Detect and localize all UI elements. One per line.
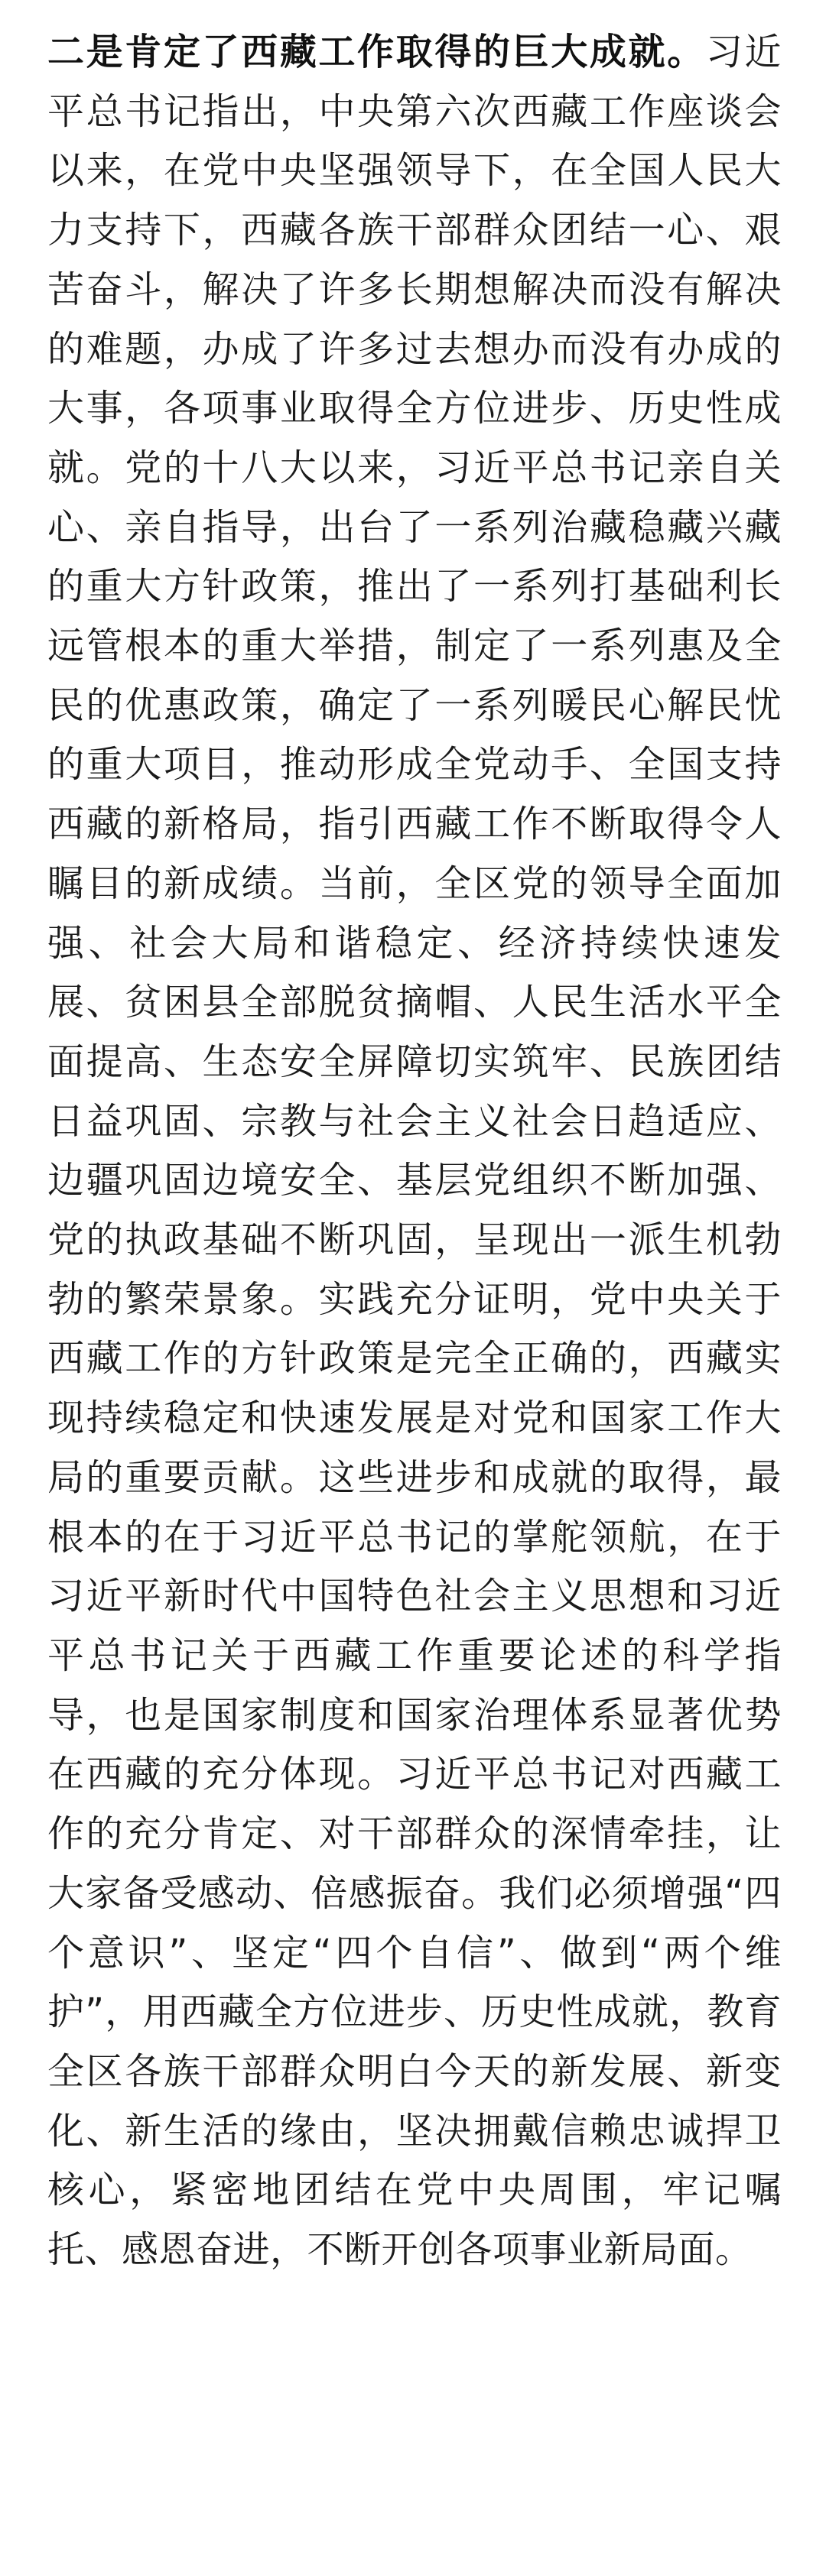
article-paragraph (47, 23, 782, 2280)
paragraph-body-text: 习近平总书记指出，中央第六次西藏工作座谈会以来，在党中央坚强领导下，在全国人民大力支持下，西藏各族干部群众团结一心、艰苦奋斗，解决了许多长期想解决而没有解决的难题，办成了许多过去想办而没有办成的大事，各项事业取得全方位进步、历史性成就。党的十八大以来，习近平总书记亲自关心、亲自指导，出台了一系列治藏稳藏兴藏的重大方针政策，推出了一系列打基础利长远管根本的重大举措，制定了一系列惠及全民的优惠政策，确定了一系列暖民心解民忧的重大项目，推动形成全党动手、全国支持西藏的新格局，指引西藏工作不断取得令人瞩目的新成绩。当前，全区党的领导全面加强、社会大局和谐稳定、经济持续快速发展、贫困县全部脱贫摘帽、人民生活水平全面提高、生态安全屏障切实筑牢、民族团结日益巩固、宗教与社会主义社会日趋适应、边疆巩固边境安全、基层党组织不断加强、党的执政基础不断巩固，呈现出一派生机勃勃的繁荣景象。实践充分证明，党中央关于西藏工作的方针政策是完全正确的，西藏实现持续稳定和快速发展是对党和国家工作大局的重要贡献。这些进步和成就的取得，最根本的在于习近平总书记的掌舵领航，在于习近平新时代中国特色社会主义思想和习近平总书记关于西藏工作重要论述的科学指导，也是国家制度和国家治理体系显著优势在西藏的充分体现。习近平总书记对西藏工作的充分肯定、对干部群众的深情牵挂，让大家备受感动、倍感振奋。我们必须增强“四个意识”、坚定“四个自信”、做到“两个维护”，用西藏全方位进步、历史性成就，教育全区各族干部群众明白今天的新发展、新变化、新生活的缘由，坚决拥戴信赖忠诚捍卫核心，紧密地团结在党中央周围，牢记嘱托、感恩奋进，不断开创各项事业新局面。 (47, 31, 782, 2272)
paragraph-lead-heading: 二是肯定了西藏工作取得的巨大成就。 (47, 31, 706, 73)
